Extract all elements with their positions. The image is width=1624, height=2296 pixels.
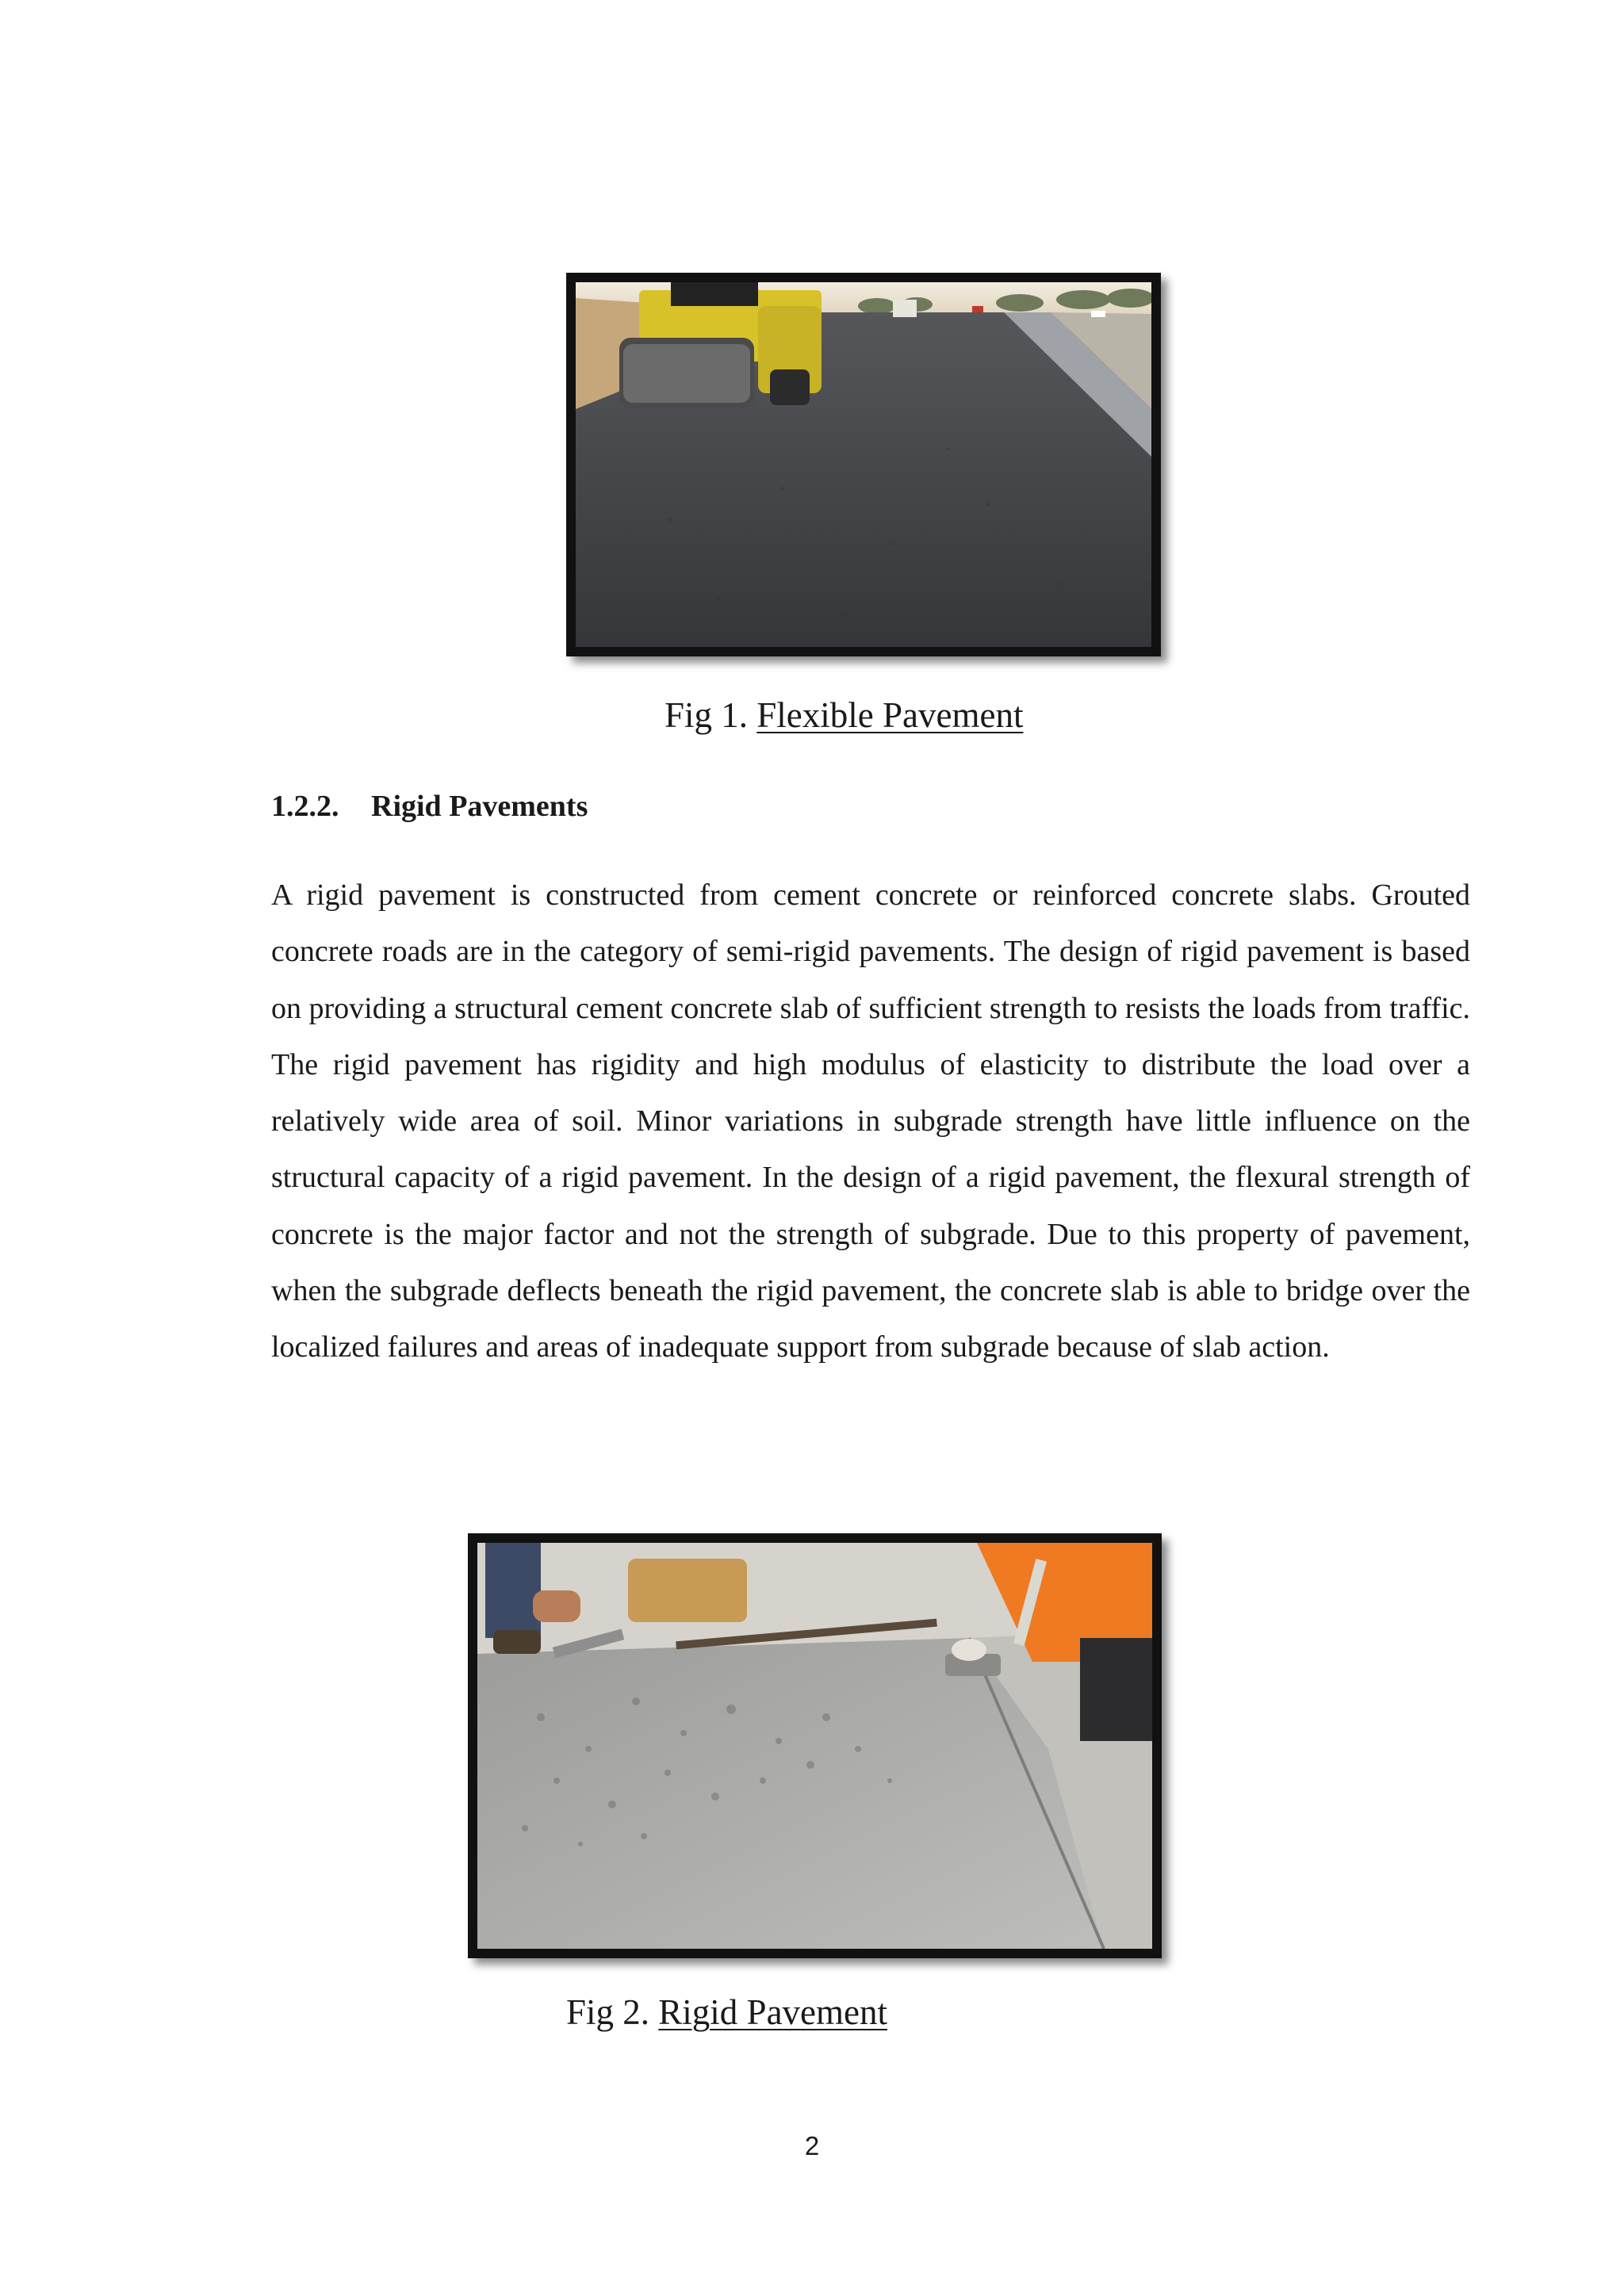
figure-1-caption [665, 693, 1023, 737]
asphalt-road-roller-photo-icon [576, 282, 1151, 647]
figure-2-title-link[interactable]: Rigid Pavement [658, 1992, 888, 2032]
concrete-slab-workers-photo-icon [477, 1543, 1152, 1949]
figure-2-label: Fig 2. [566, 1992, 650, 2032]
figure-1-title-link[interactable]: Flexible Pavement [756, 695, 1024, 735]
figure-1-label: Fig 1. [665, 695, 749, 735]
section-heading [271, 786, 588, 826]
page-number: 2 [804, 2131, 820, 2160]
figure-2-caption [566, 1990, 887, 2034]
flexible-pavement-photo [566, 273, 1161, 656]
section-paragraph: A rigid pavement is constructed from cement concrete or reinforced concrete slabs. Grouted concrete roads are in the category of semi-rigid pavements. The design of rigid pavement is based on providing a structural cement concrete slab of sufficient strength to resists the loads from traffic. The rigid pavement has rigidity and high modulus of elasticity to distribute the load over a relatively wide area of soil. Minor variations in subgrade strength have little influence on the structural capacity of a rigid pavement. In the design of a rigid pavement, the flexural strength of concrete is the major factor and not the strength of subgrade. Due to this property of pavement, when the subgrade deflects beneath the rigid pavement, the concrete slab is able to bridge over the localized failures and areas of inadequate support from subgrade because of slab action. [271, 878, 1470, 1364]
section-number: 1.2.2. [271, 790, 339, 823]
rigid-pavement-photo [468, 1533, 1162, 1958]
section-title: Rigid Pavements [371, 790, 588, 823]
